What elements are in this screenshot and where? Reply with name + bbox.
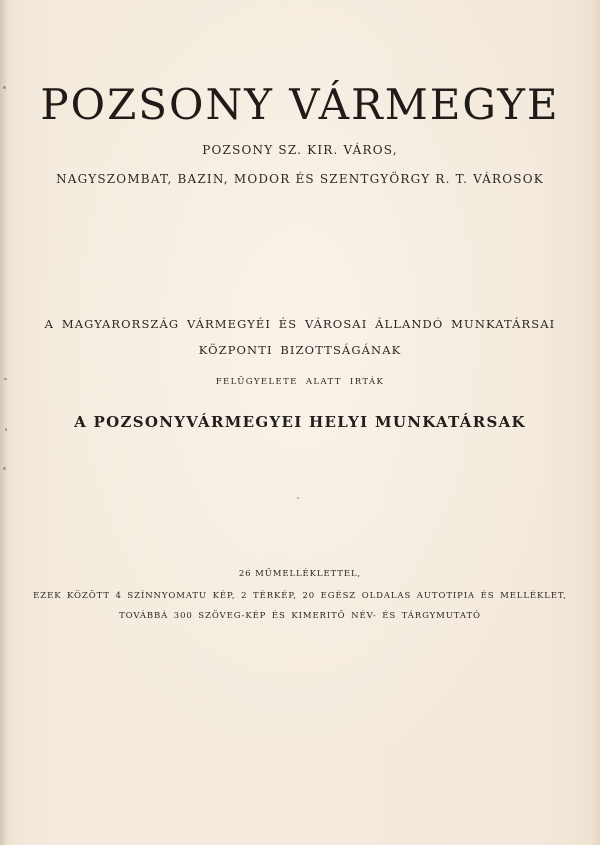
contents-line-1: 26 MŰMELLÉKLETTEL, [238, 569, 362, 579]
book-title: POZSONY VÁRMEGYE [40, 80, 560, 129]
paper-speck [5, 428, 7, 431]
paper-speck [3, 86, 6, 89]
print-dot [297, 497, 299, 499]
authors-line: A POZSONYVÁRMEGYEI HELYI MUNKATÁRSAK [74, 413, 526, 431]
committee-line-2: KÖZPONTI BIZOTTSÁGÁNAK [198, 343, 402, 357]
paper-speck [4, 378, 7, 380]
subtitle-line-2: NAGYSZOMBAT, BAZIN, MODOR ÉS SZENTGYÖRGY R. T. VÁROSOK [56, 172, 544, 186]
contents-line-2: EZEK KÖZÖTT 4 SZÍNNYOMATU KÉP, 2 TÉRKÉP, 20 EGÉSZ OLDALAS AUTOTIPIA ÉS MELLÉKLET, [33, 591, 567, 601]
paper-speck [3, 467, 6, 470]
committee-line-1: A MAGYARORSZÁG VÁRMEGYÉI ÉS VÁROSAI ÁLLANDÓ MUNKATÁRSAI [44, 317, 556, 331]
contents-line-3: TOVÁBBÁ 300 SZÖVEG-KÉP ÉS KIMERITŐ NÉV- ÉS TÁRGYMUTATÓ [119, 611, 481, 621]
subtitle-line-1: POZSONY SZ. KIR. VÁROS, [202, 143, 398, 157]
supervision-line: FELÜGYELETE ALATT IRTÁK [215, 377, 385, 387]
